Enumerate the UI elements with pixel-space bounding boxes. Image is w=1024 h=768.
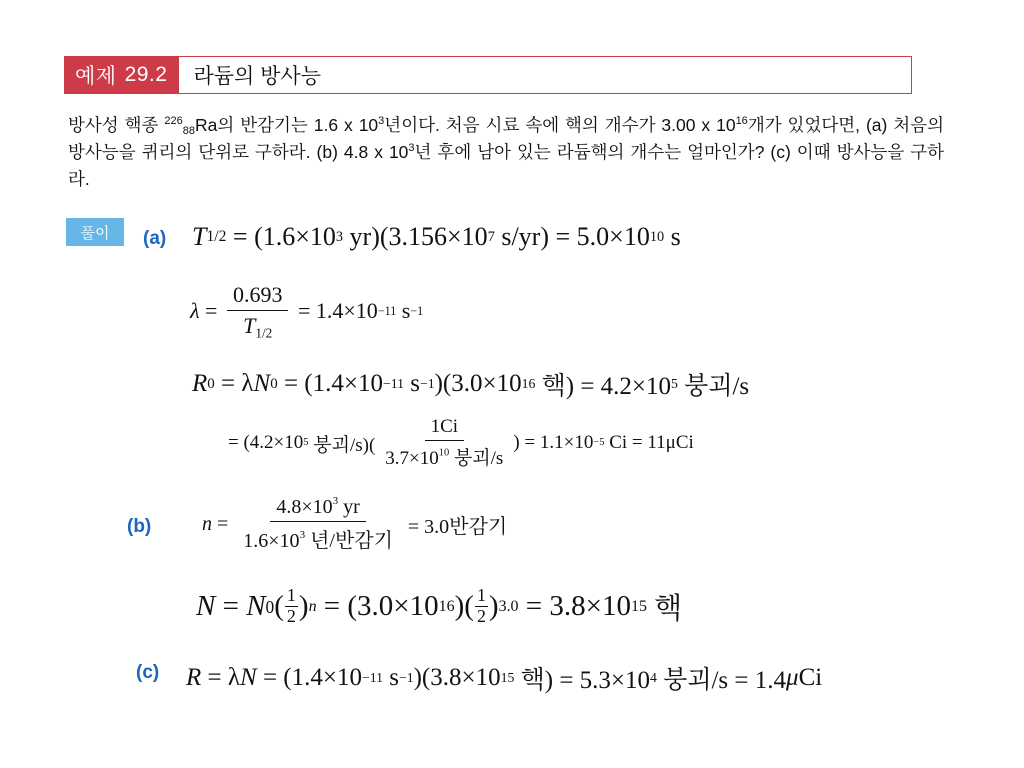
eq4-denominator (379, 441, 509, 470)
problem-exp-3: 3 (408, 142, 415, 154)
eq1-lhs: T (192, 222, 207, 251)
eq2-part1: = 1.4×10 (292, 297, 378, 323)
eq5-result: = 3.0반감기 (402, 516, 508, 538)
eq6-part6: 핵 (646, 593, 683, 625)
eq2-den-sub: 1/2 (255, 325, 273, 341)
eq3-part4: )(3.0×10 (434, 370, 522, 397)
example-tag-label: 예제 (75, 65, 117, 88)
eq7-part5: 핵) = 5.3×10 (514, 667, 651, 694)
eq4-numerator: 1Ci (425, 416, 464, 441)
problem-exp-2: 16 (735, 115, 748, 127)
eq5-num-part2: yr (338, 496, 360, 518)
eq3-part6: 붕괴/s (677, 373, 750, 400)
eq1-part4: s (664, 222, 681, 251)
eq6-half2-den: 2 (476, 606, 486, 626)
eq5-den-part1: 1.6×10 (243, 530, 300, 552)
solution-badge: 풀이 (66, 218, 124, 246)
eq4-den-part2: 붕괴/s (449, 448, 504, 469)
eq7-part3: s (382, 664, 399, 691)
eq7-n: N (240, 664, 257, 691)
eq3-n: N (253, 370, 271, 397)
eq6-part3: )( (454, 590, 474, 622)
equation-half-life: T 1/2 = (1.6×10 3 yr)(3.156×10 7 s/yr) = 5.0×10 10 s (192, 222, 681, 251)
problem-exp-1: 3 (378, 115, 385, 127)
eq2-numerator: 0.693 (227, 282, 289, 311)
equation-later-activity: R = λ N = (1.4×10 −11 s −1 )(3.8×10 15 핵) = 5.3×10 4 붕괴/s = 1.4 μ Ci (186, 660, 822, 696)
part-b-label: (b) (127, 516, 152, 537)
eq7-part2: = (1.4×10 (256, 664, 362, 691)
part-a-label: (a) (143, 228, 167, 249)
eq2-denominator (237, 311, 278, 339)
problem-statement (68, 112, 944, 193)
eq5-equals: = (212, 513, 234, 535)
eq6-lhs: N (196, 590, 216, 622)
eq5-num-part1: 4.8×10 (276, 496, 333, 518)
eq2-fraction (227, 282, 289, 339)
eq1-part3: s/yr) = 5.0×10 (494, 222, 650, 251)
eq5-den-part2: 년/반감기 (305, 530, 393, 552)
equation-decay-constant: λ = $\frac{0.693}{T_{1/2}}$ = 1.4×10 −11 s −1 (190, 282, 424, 341)
eq7-part6: 붕괴/s = 1.4 (656, 667, 786, 694)
eq3-part2: = (1.4×10 (277, 370, 383, 397)
eq6-n0: N (246, 590, 266, 622)
eq6-half2-num: 1 (476, 585, 486, 606)
eq5-n: n (202, 513, 212, 535)
eq7-mu: μ (786, 664, 799, 691)
eq6-part2: = (3.0×10 (316, 590, 439, 622)
eq7-part7: Ci (798, 664, 823, 691)
example-title: 라듐의 방사능 (193, 65, 322, 88)
eq5-num-exp: 3 (332, 495, 339, 508)
element-symbol: Ra (195, 115, 218, 135)
atomic-number: 88 (182, 125, 195, 137)
eq4-part2: 붕괴/s)( (308, 434, 376, 456)
eq4-fraction (379, 416, 509, 470)
eq5-denominator (237, 522, 399, 553)
eq6-half-num: 1 (286, 585, 296, 606)
eq3-lhs: R (192, 370, 208, 397)
eq3-part5: 핵) = 4.2×10 (535, 373, 672, 400)
eq7-part4: )(3.8×10 (413, 664, 501, 691)
eq3-part3: s (403, 370, 420, 397)
equation-remaining-nuclei: N = N 0 ( $\frac{1}{2}$ ) n = (3.0×10 16 )( $\frac{1}{2}$ ) 3.0 = 3.8×10 15 핵 (196, 585, 683, 626)
eq2-part2: s (396, 297, 411, 323)
problem-text-1: 방사성 핵종 (68, 115, 165, 135)
eq7-lhs: R (186, 664, 202, 691)
eq7-part1: = λ (201, 664, 241, 691)
eq6-close-paren: ) (298, 590, 309, 622)
example-number: 29.2 (124, 63, 168, 86)
eq5-fraction (237, 496, 399, 553)
equation-initial-activity: R 0 = λ N 0 = (1.4×10 −11 s −1 )(3.0×10 16 핵) = 4.2×10 5 붕괴/s (192, 366, 749, 402)
eq2-den-sym: T (243, 313, 256, 338)
eq4-den-part1: 3.7×10 (385, 448, 439, 469)
problem-text-2: 의 반감기는 1.6 x 10 (217, 115, 379, 135)
eq5-numerator (270, 496, 365, 522)
eq6-half-fraction-2 (475, 586, 488, 627)
eq6-part5: = 3.8×10 (518, 590, 631, 622)
example-title-bar (64, 56, 912, 94)
problem-text-4: 개가 있었다면, (a) 처음의 방사능을 퀴리의 단위로 구하라. (b) 4.8 x 10 (68, 115, 945, 162)
eq2-equals: = (199, 297, 223, 323)
eq4-part3: ) = 1.1×10 (513, 432, 594, 453)
eq5-den-exp: 3 (299, 529, 306, 542)
eq4-part1: = (4.2×10 (228, 432, 304, 453)
eq6-part4: ) (488, 590, 499, 622)
eq4-part4: Ci = 11μCi (604, 432, 694, 453)
mass-number: 226 (164, 115, 183, 127)
eq6-half-fraction (285, 586, 298, 627)
eq1-part2: yr)(3.156×10 (343, 222, 488, 251)
eq4-den-exp: 10 (438, 447, 450, 459)
eq3-part1: = λ (214, 370, 254, 397)
problem-text-5: 년 후에 남아 있는 라듐핵의 개수는 얼마인가? (c) 이때 방사능을 구하라. (68, 142, 945, 189)
problem-text-3: 년이다. 처음 시료 속에 핵의 개수가 3.00 x 10 (384, 115, 736, 135)
equation-activity-curie: = (4.2×10 5 붕괴/s)( $\frac{1Ci}{3.7\times 10^{10} 붕괴/s}$ ) = 1.1×10 −5 Ci = 11μCi (228, 416, 694, 469)
eq6-half-den: 2 (286, 606, 296, 626)
eq6-equals: = (215, 590, 247, 622)
eq2-lambda: λ (190, 297, 200, 323)
eq6-open-paren: ( (274, 590, 284, 622)
equation-half-life-count (202, 496, 507, 553)
eq1-part1: = (1.6×10 (226, 222, 336, 251)
part-c-label: (c) (136, 662, 160, 683)
example-tag (65, 57, 179, 93)
